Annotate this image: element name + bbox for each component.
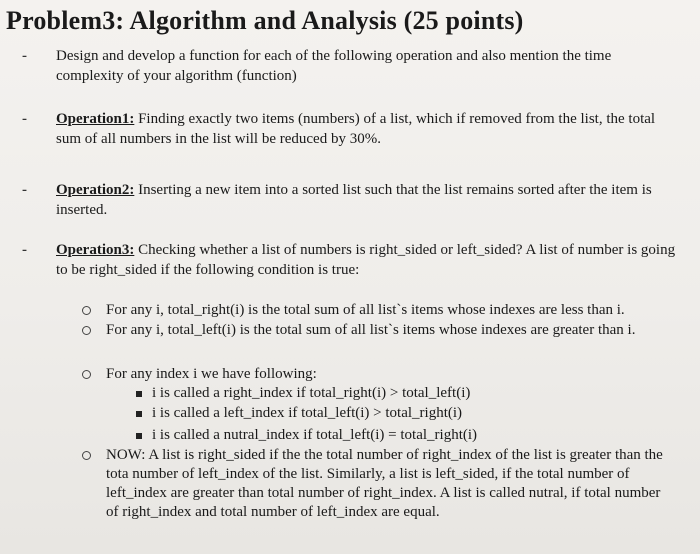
operation1-text	[56, 109, 676, 149]
circle-bullet-icon	[82, 370, 91, 379]
operation1-description: Finding exactly two items (numbers) of a list, which if removed from the list, the total sum of all numbers in the list will be reduced by 30%.	[56, 111, 656, 147]
circle-bullet-icon	[82, 306, 91, 315]
bullet-total-right	[82, 301, 676, 320]
bullet-text: NOW: A list is right_sided if the the total number of right_index of the list is greater than the tota number of left_index of the list. Similarly, a list is left_sided, if the total number of left_index are greater than total number of right_index. A list is called nutral, if total number of right_index and total number of left_index are equal.	[106, 447, 663, 520]
dash-marker: -	[22, 242, 27, 258]
intro-text: Design and develop a function for each of the following operation and also mention the time complexity of your algorithm (function)	[56, 48, 612, 84]
bullet-index-rules	[82, 365, 676, 384]
right-index-rule: i is called a right_index if total_right(i) > total_left(i)	[152, 385, 471, 401]
operation1-label: Operation1:	[56, 111, 135, 127]
square-bullet-icon	[136, 411, 142, 417]
operation2-text	[56, 180, 676, 220]
operation3-text	[56, 240, 676, 280]
bullet-text: For any i, total_right(i) is the total sum of all list`s items whose indexes are less than i.	[106, 302, 625, 318]
bullet-text: For any i, total_left(i) is the total sum of all list`s items whose indexes are greater than i.	[106, 322, 636, 338]
dash-marker: -	[22, 48, 27, 64]
dash-marker: -	[22, 111, 27, 127]
operation3-label: Operation3:	[56, 242, 135, 258]
operation3-description: Checking whether a list of numbers is right_sided or left_sided? A list of number is going to be right_sided if the following condition is true:	[56, 242, 676, 278]
bullet-text: For any index i we have following:	[106, 366, 317, 382]
bullet-total-left	[82, 321, 676, 340]
circle-bullet-icon	[82, 451, 91, 460]
bullet-now-definition	[82, 446, 676, 522]
circle-bullet-icon	[82, 326, 91, 335]
left-index-rule: i is called a left_index if total_left(i) > total_right(i)	[152, 405, 463, 421]
square-bullet-icon	[136, 391, 142, 397]
nutral-index-rule: i is called a nutral_index if total_left(i) = total_right(i)	[152, 427, 478, 443]
operation1-item	[22, 109, 676, 149]
dash-marker: -	[22, 182, 27, 198]
intro-item	[22, 46, 676, 86]
operation2-label: Operation2:	[56, 182, 135, 198]
square-bullet-icon	[136, 433, 142, 439]
operation3-item	[22, 240, 676, 280]
page-title: Problem3: Algorithm and Analysis (25 points)	[6, 6, 524, 35]
operation2-description: Inserting a new item into a sorted list such that the list remains sorted after the item is inserted.	[56, 182, 652, 218]
operation2-item	[22, 180, 676, 220]
